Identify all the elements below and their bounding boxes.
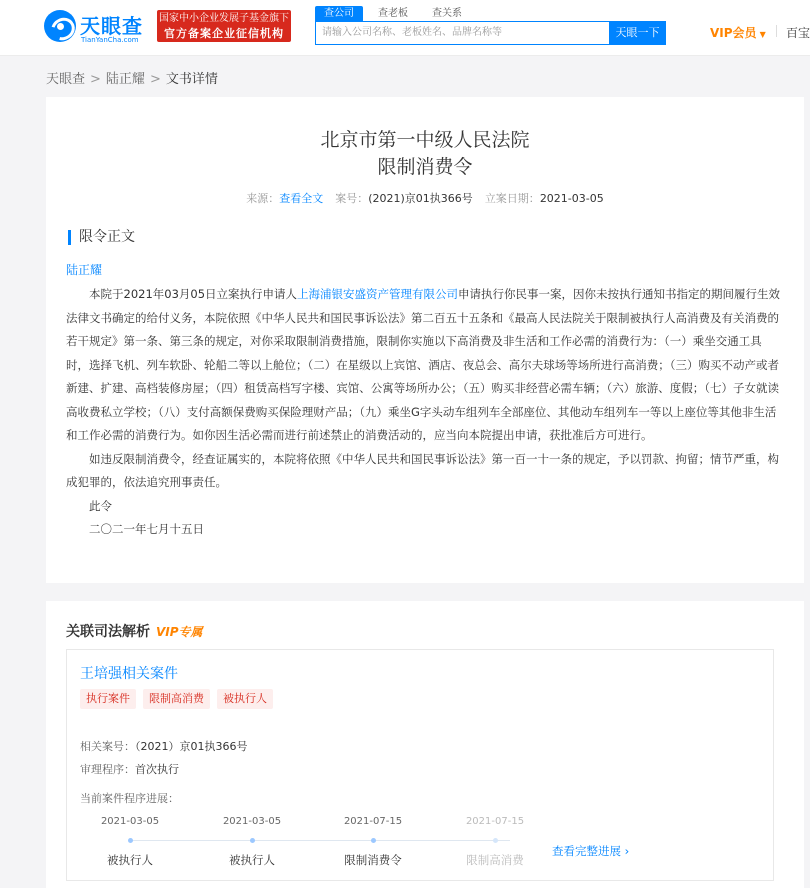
vip-member-menu[interactable] <box>710 24 766 41</box>
info-value: 首次执行 <box>135 763 179 776</box>
timeline-node <box>80 815 180 867</box>
timeline-dot-icon <box>250 838 255 843</box>
info-value: （2021）京01执366号 <box>135 740 248 753</box>
timeline-dot-icon <box>493 838 498 843</box>
filing-date-label: 立案日期： <box>484 192 540 205</box>
logo-text: 天眼查 <box>80 14 143 38</box>
timeline-dot-icon <box>128 838 133 843</box>
breadcrumb-chevron-icon: > <box>90 72 101 87</box>
applicant-company-link[interactable]: 上海浦银安盛资产管理有限公司 <box>297 287 459 301</box>
body-text: 申请执行你民事一案，因你未按执行通知书指定的期间履行生效法律文书确定的给付义务，本院依照《中华人民共和国民事诉讼法》第二百五十五条和《最高人民法院关于限制被执行人高消费及有关消费的若干规定》第一条、第三条的规定，对你采取限制消费措施，限制你实施以下高消费及非生活和工作必需的消费行为：（一）乘坐交通工具时，选择飞机、列车软卧、轮船二等以上舱位；（二）在星级以上宾馆、酒店、夜总会、高尔夫球场等场所进行高消费；（三）购买不动产或者新建、扩建、高档装修房屋；（四）租赁高档写字楼、宾馆、公寓等场所办公；（五）购买非经营必需车辆；（六）旅游、度假；（七）子女就读高收费私立学校；（八）支付高额保费购买保险理财产品；（九）乘坐G字头动车组列车全部座位、其他动车组列车一等以上座位等其他非生活和工作必需的消费行为。如你因生活必需而进行前述禁止的消费活动的，应当向本院提出申请，获批准后方可进行。 <box>66 287 781 442</box>
source-label: 来源： <box>246 192 280 205</box>
related-analysis-card <box>46 601 804 888</box>
chevron-right-icon: › <box>624 844 630 858</box>
tianyancha-logo[interactable] <box>44 8 152 48</box>
body-text: 本院于2021年03月05日立案执行申请人 <box>89 287 298 301</box>
progress-label: 当前案件程序进展： <box>80 792 179 805</box>
case-tags <box>80 689 280 709</box>
body-paragraph: 此令 <box>89 498 112 513</box>
timeline-dot-icon <box>371 838 376 843</box>
related-analysis-title <box>66 621 203 641</box>
nav-item-baibao[interactable]: 百宝 <box>786 26 810 40</box>
vip-exclusive-badge: VIP专属 <box>156 625 203 639</box>
view-full-progress-link[interactable] <box>552 843 629 859</box>
tab-company[interactable]: 查公司 <box>315 6 363 22</box>
search-button[interactable]: 天眼一下 <box>609 21 666 45</box>
case-tag: 限制高消费 <box>143 689 210 709</box>
document-body <box>66 283 782 542</box>
breadcrumb-chevron-icon: > <box>149 72 161 87</box>
body-paragraph: 二〇二一年七月十五日 <box>89 522 204 536</box>
search-input[interactable]: 请输入公司名称、老板姓名、品牌名称等 <box>315 21 610 45</box>
logo-eye-icon <box>44 10 76 42</box>
banner-line-2: 官方备案企业征信机构 <box>164 27 284 40</box>
case-tag: 执行案件 <box>80 689 136 709</box>
related-case-number <box>80 738 248 754</box>
top-header <box>0 0 810 56</box>
timeline-node <box>202 815 302 867</box>
case-tag: 被执行人 <box>217 689 273 709</box>
court-name: 北京市第一中级人民法院 <box>320 129 530 151</box>
timeline-date: 2021-07-15 <box>343 816 403 827</box>
trial-procedure <box>80 761 179 777</box>
timeline-node <box>323 815 423 867</box>
timeline-label: 被执行人 <box>229 853 275 867</box>
breadcrumb-current: 文书详情 <box>165 72 218 87</box>
official-banner[interactable] <box>157 10 291 42</box>
progress-timeline <box>80 815 640 875</box>
logo-subtext: TianYanCha.com <box>81 36 139 44</box>
breadcrumb <box>46 68 218 87</box>
timeline-date: 2021-03-05 <box>100 816 160 827</box>
breadcrumb-home[interactable]: 天眼查 <box>46 72 86 87</box>
related-title-text: 关联司法解析 <box>66 624 150 640</box>
body-paragraph <box>66 283 782 448</box>
related-case-box <box>66 649 774 881</box>
banner-line-1: 国家中小企业发展子基金旗下 <box>159 13 289 24</box>
timeline-node <box>445 815 545 867</box>
section-title: 限令正文 <box>68 230 135 245</box>
case-number-label: 案号： <box>335 192 369 205</box>
info-label: 相关案号： <box>80 740 135 753</box>
case-number: (2021)京01执366号 <box>368 192 473 205</box>
timeline-label: 限制高消费 <box>466 853 524 867</box>
timeline-label: 被执行人 <box>107 853 153 867</box>
info-label: 审理程序： <box>80 763 135 776</box>
document-card <box>46 97 804 583</box>
document-meta <box>46 190 804 206</box>
timeline-date: 2021-03-05 <box>222 816 282 827</box>
filing-date: 2021-03-05 <box>539 192 604 205</box>
timeline-label: 限制消费令 <box>344 853 402 867</box>
caret-down-icon: ▼ <box>759 30 766 39</box>
tab-relation[interactable]: 查关系 <box>432 8 462 19</box>
timeline-date: 2021-07-15 <box>465 816 525 827</box>
related-case-link[interactable]: 王培强相关案件 <box>80 666 178 682</box>
breadcrumb-person[interactable]: 陆正耀 <box>105 72 145 87</box>
document-title: 限制消费令 <box>377 156 473 178</box>
search-tabs <box>315 6 477 22</box>
body-paragraph: 如违反限制消费令，经查证属实的，本院将依照《中华人民共和国民事诉讼法》第一百一十一条的规定，予以罚款、拘留；情节严重，构成犯罪的，依法追究刑事责任。 <box>66 451 779 489</box>
defendant-link[interactable]: 陆正耀 <box>66 263 103 277</box>
nav-divider <box>776 25 777 37</box>
vip-label: VIP会员 <box>710 26 757 40</box>
tab-boss[interactable]: 查老板 <box>378 8 408 19</box>
view-more-text: 查看完整进展 <box>552 844 621 858</box>
view-full-text-link[interactable]: 查看全文 <box>279 192 324 205</box>
